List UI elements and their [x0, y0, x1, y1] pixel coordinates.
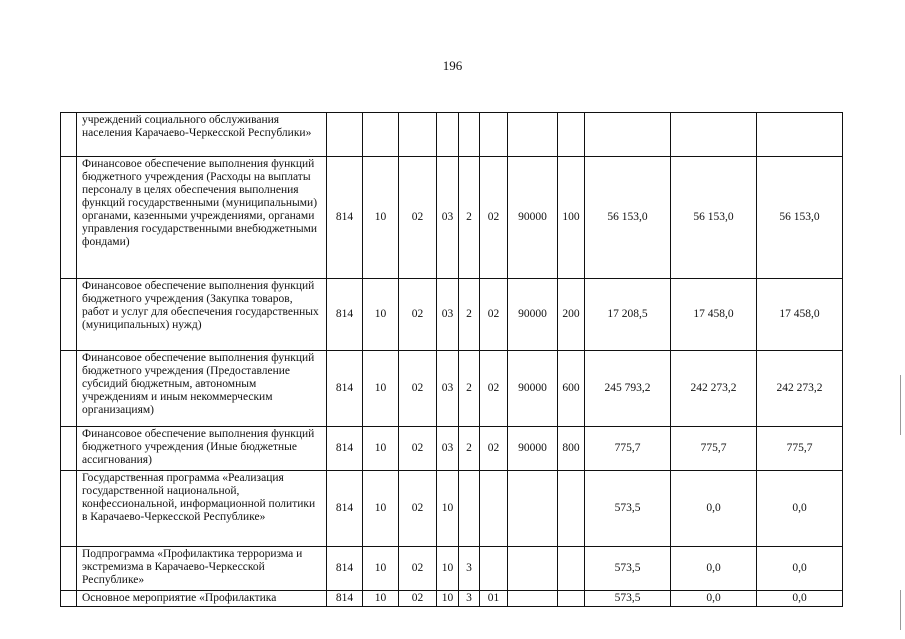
table-body [61, 113, 843, 607]
subprogram-cell: 2 [459, 351, 480, 427]
event-cell [480, 471, 508, 547]
program-cell: 03 [437, 427, 459, 471]
table-row [61, 351, 843, 427]
subsection-cell: 02 [399, 351, 437, 427]
expense-type-cell [558, 547, 585, 591]
subprogram-cell: 2 [459, 279, 480, 351]
table-row [61, 547, 843, 591]
amount-year-1-cell: 56 153,0 [585, 157, 671, 279]
subprogram-cell: 3 [459, 547, 480, 591]
section-cell: 10 [363, 591, 399, 607]
scan-edge-mark [900, 590, 901, 630]
admin-code-cell: 814 [327, 157, 363, 279]
row-margin-cell [61, 547, 77, 591]
page-number: 196 [442, 58, 463, 73]
program-cell: 03 [437, 351, 459, 427]
program-cell: 10 [437, 471, 459, 547]
scan-edge-mark [900, 375, 901, 435]
section-cell: 10 [363, 279, 399, 351]
row-margin-cell [61, 351, 77, 427]
program-cell: 03 [437, 279, 459, 351]
section-cell: 10 [363, 471, 399, 547]
subprogram-cell: 3 [459, 591, 480, 607]
amount-year-2-cell: 242 273,2 [671, 351, 757, 427]
table-row [61, 591, 843, 607]
admin-code-cell: 814 [327, 591, 363, 607]
event-cell: 02 [480, 279, 508, 351]
section-cell: 10 [363, 427, 399, 471]
subsection-cell: 02 [399, 427, 437, 471]
event-cell: 02 [480, 351, 508, 427]
subsection-cell [399, 113, 437, 157]
expense-type-cell [558, 113, 585, 157]
program-cell [437, 113, 459, 157]
event-cell: 02 [480, 157, 508, 279]
amount-year-2-cell: 0,0 [671, 471, 757, 547]
direction-cell [508, 591, 558, 607]
direction-cell: 90000 [508, 351, 558, 427]
direction-cell: 90000 [508, 279, 558, 351]
expense-type-cell: 600 [558, 351, 585, 427]
amount-year-2-cell: 775,7 [671, 427, 757, 471]
amount-year-1-cell: 17 208,5 [585, 279, 671, 351]
amount-year-3-cell: 0,0 [757, 471, 843, 547]
amount-year-1-cell: 573,5 [585, 591, 671, 607]
amount-year-2-cell: 17 458,0 [671, 279, 757, 351]
subprogram-cell: 2 [459, 157, 480, 279]
subsection-cell: 02 [399, 471, 437, 547]
amount-year-3-cell: 242 273,2 [757, 351, 843, 427]
amount-year-1-cell: 775,7 [585, 427, 671, 471]
amount-year-3-cell: 0,0 [757, 547, 843, 591]
budget-table [60, 112, 843, 607]
direction-cell: 90000 [508, 157, 558, 279]
direction-cell [508, 471, 558, 547]
amount-year-2-cell: 56 153,0 [671, 157, 757, 279]
direction-cell [508, 113, 558, 157]
amount-year-2-cell [671, 113, 757, 157]
event-cell: 02 [480, 427, 508, 471]
admin-code-cell: 814 [327, 427, 363, 471]
subprogram-cell [459, 113, 480, 157]
program-cell: 10 [437, 547, 459, 591]
subsection-cell: 02 [399, 547, 437, 591]
row-margin-cell [61, 591, 77, 607]
event-cell: 01 [480, 591, 508, 607]
row-description: Финансовое обеспечение выполнения функций бюджетного учреждения (Предоставление субсидий бюджетным, автономным учреждениям и иным некоммерческим организациям) [77, 351, 327, 427]
row-margin-cell [61, 157, 77, 279]
row-description: Финансовое обеспечение выполнения функций бюджетного учреждения (Иные бюджетные ассигнования) [77, 427, 327, 471]
program-cell: 10 [437, 591, 459, 607]
admin-code-cell: 814 [327, 471, 363, 547]
admin-code-cell: 814 [327, 547, 363, 591]
subprogram-cell [459, 471, 480, 547]
subsection-cell: 02 [399, 279, 437, 351]
amount-year-2-cell: 0,0 [671, 547, 757, 591]
row-margin-cell [61, 471, 77, 547]
amount-year-1-cell [585, 113, 671, 157]
amount-year-3-cell [757, 113, 843, 157]
table-row [61, 113, 843, 157]
row-description: Финансовое обеспечение выполнения функций бюджетного учреждения (Расходы на выплаты персоналу в целях обеспечения выполнения функций государственными (муниципальными) органами, казенными учреждениями, органами управления государственными внебюджетными фондами) [77, 157, 327, 279]
subsection-cell: 02 [399, 591, 437, 607]
expense-type-cell: 100 [558, 157, 585, 279]
direction-cell [508, 547, 558, 591]
table-row [61, 427, 843, 471]
expense-type-cell: 200 [558, 279, 585, 351]
section-cell: 10 [363, 351, 399, 427]
admin-code-cell [327, 113, 363, 157]
program-cell: 03 [437, 157, 459, 279]
section-cell: 10 [363, 157, 399, 279]
table-row [61, 157, 843, 279]
table-row [61, 279, 843, 351]
row-margin-cell [61, 279, 77, 351]
amount-year-3-cell: 56 153,0 [757, 157, 843, 279]
amount-year-1-cell: 573,5 [585, 547, 671, 591]
expense-type-cell [558, 471, 585, 547]
row-description: Финансовое обеспечение выполнения функций бюджетного учреждения (Закупка товаров, работ и услуг для обеспечения государственных (муниципальных) нужд) [77, 279, 327, 351]
direction-cell: 90000 [508, 427, 558, 471]
section-cell: 10 [363, 547, 399, 591]
row-margin-cell [61, 427, 77, 471]
subprogram-cell: 2 [459, 427, 480, 471]
row-description: Подпрограмма «Профилактика терроризма и экстремизма в Карачаево-Черкесской Республике» [77, 547, 327, 591]
amount-year-3-cell: 17 458,0 [757, 279, 843, 351]
amount-year-1-cell: 245 793,2 [585, 351, 671, 427]
row-margin-cell [61, 113, 77, 157]
amount-year-2-cell: 0,0 [671, 591, 757, 607]
expense-type-cell [558, 591, 585, 607]
amount-year-1-cell: 573,5 [585, 471, 671, 547]
amount-year-3-cell: 0,0 [757, 591, 843, 607]
admin-code-cell: 814 [327, 279, 363, 351]
row-description: Государственная программа «Реализация государственной национальной, конфессиональной, информационной политики в Карачаево-Черкесской Республике» [77, 471, 327, 547]
admin-code-cell: 814 [327, 351, 363, 427]
event-cell [480, 113, 508, 157]
amount-year-3-cell: 775,7 [757, 427, 843, 471]
expense-type-cell: 800 [558, 427, 585, 471]
subsection-cell: 02 [399, 157, 437, 279]
section-cell [363, 113, 399, 157]
table-row [61, 471, 843, 547]
row-description: Основное мероприятие «Профилактика [77, 591, 327, 607]
row-description: учреждений социального обслуживания населения Карачаево-Черкесской Республики» [77, 113, 327, 157]
event-cell [480, 547, 508, 591]
